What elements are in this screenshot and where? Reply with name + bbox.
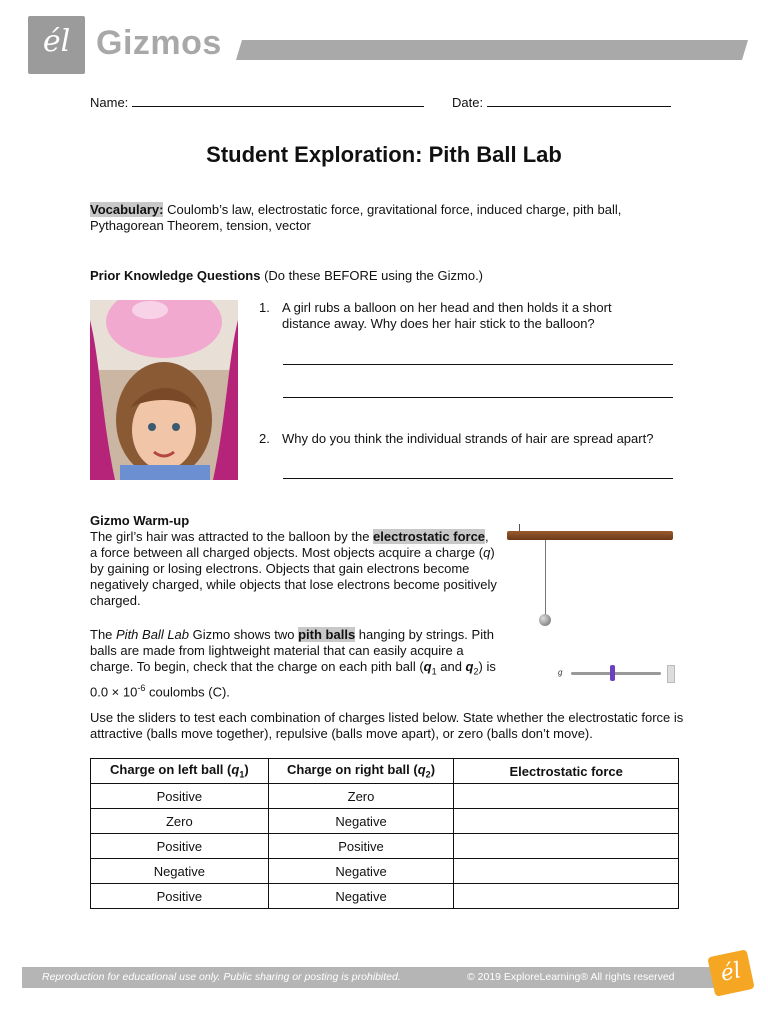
date-field[interactable] (487, 93, 671, 107)
table-row (91, 884, 679, 909)
warmup-title: Gizmo Warm-up (90, 513, 190, 528)
gizmos-brand: Gizmos (96, 24, 222, 62)
table-header-row (91, 759, 679, 784)
warmup-p2-text-c: hanging by strings. Pith balls are made from lightweight material that can easily acquire a charge. To begin, check that the charge on each pith ball ( (90, 627, 494, 674)
charge-slider-track[interactable] (571, 672, 661, 675)
warmup-p2-text-e: coulombs (C). (145, 683, 230, 699)
vocabulary-text: Coulomb’s law, electrostatic force, gravitational force, induced charge, pith ball, Pythagorean Theorem, tension, vector (90, 202, 622, 233)
page-title: Student Exploration: Pith Ball Lab (206, 142, 562, 167)
cell-left: Negative (91, 859, 269, 884)
cell-force[interactable] (454, 859, 679, 884)
term-electrostatic-force: electrostatic force (373, 529, 486, 544)
col-electrostatic-force: Electrostatic force (454, 759, 679, 784)
warmup-paragraph-3: Use the sliders to test each combination of charges listed below. State whether the electrostatic force is attractive (balls move together), repulsive (balls move apart), or zero (balls don’t move). (90, 710, 684, 741)
symbol-q1-sub: 1 (431, 666, 437, 677)
symbol-q2: q (465, 659, 474, 674)
table-row (91, 809, 679, 834)
question-2-text: Why do you think the individual strands of hair are spread apart? (282, 431, 654, 446)
table-row (91, 859, 679, 884)
cell-right: Negative (268, 884, 454, 909)
cell-left: Positive (91, 784, 269, 809)
symbol-q2-sub: 2 (473, 666, 479, 677)
prior-knowledge-note: (Do these BEFORE using the Gizmo.) (264, 268, 484, 283)
col-right-charge: Charge on right ball $(q_2)$ (268, 759, 454, 784)
pith-ball (539, 614, 551, 626)
symbol-q: q (483, 545, 491, 560)
name-field[interactable] (132, 93, 424, 107)
cell-force[interactable] (454, 834, 679, 859)
answer-line-2[interactable] (283, 478, 673, 479)
warmup-paragraph-1 (90, 529, 498, 609)
cell-force[interactable] (454, 784, 679, 809)
cell-right: Negative (268, 809, 454, 834)
vocabulary (90, 202, 680, 234)
answer-line-1a[interactable] (283, 364, 673, 365)
slider-label: g (558, 668, 563, 677)
date-field-row (452, 93, 671, 111)
name-field-row (90, 93, 424, 111)
prior-knowledge-title: Prior Knowledge Questions (90, 268, 261, 283)
footer-copyright: © 2019 ExploreLearning® All rights reserved (467, 971, 675, 983)
charge-table (90, 758, 679, 909)
prior-knowledge-heading (90, 268, 483, 284)
cell-right: Positive (268, 834, 454, 859)
cell-left: Zero (91, 809, 269, 834)
explorelearning-footer-logo: él (707, 949, 754, 996)
girl-balloon-photo (90, 300, 238, 480)
warmup-heading (90, 513, 189, 529)
cell-right: Zero (268, 784, 454, 809)
footer-notice: Reproduction for educational use only. Public sharing or posting is prohibited. (42, 971, 401, 983)
date-label: Date: (452, 95, 484, 110)
symbol-q1: q (423, 659, 432, 674)
logo-glyph: él (42, 24, 71, 59)
warmup-p2-text-b: Gizmo shows two (189, 627, 299, 642)
cell-left: Positive (91, 834, 269, 859)
warmup-p1-text-b: , a force between all charged objects. Most objects acquire a charge ( (90, 529, 489, 560)
exponent: -6 (137, 682, 146, 693)
charge-slider-thumb[interactable] (610, 665, 615, 681)
cell-force[interactable] (454, 884, 679, 909)
answer-line-1b[interactable] (283, 397, 673, 398)
vocabulary-label: Vocabulary: (90, 202, 164, 217)
question-1-number: 1. (259, 300, 270, 315)
explorelearning-logo (28, 16, 85, 74)
gizmo-name: Pith Ball Lab (116, 627, 190, 642)
table-row (91, 784, 679, 809)
pith-ball-string (545, 540, 546, 616)
question-2-number: 2. (259, 431, 270, 446)
warmup-p2-and: and (436, 659, 466, 674)
table-row (91, 834, 679, 859)
warmup-p1-text-a: The girl’s hair was attracted to the balloon by the (90, 529, 374, 544)
term-pith-balls: pith balls (298, 627, 356, 642)
header-bar (236, 40, 748, 60)
col-left-charge: Charge on left ball $(q_1)$ (91, 759, 269, 784)
warmup-p2-text-d: ) is 0.0 × 10 (90, 659, 496, 699)
support-rod (507, 531, 673, 540)
warmup-paragraph-2 (90, 627, 498, 700)
cell-right: Negative (268, 859, 454, 884)
question-1-text: A girl rubs a balloon on her head and then holds it a short distance away. Why does her hair stick to the balloon? (282, 300, 612, 331)
slider-end-handle (667, 665, 675, 683)
cell-left: Positive (91, 884, 269, 909)
cell-force[interactable] (454, 809, 679, 834)
warmup-p2-text-a: The (90, 627, 117, 642)
warmup-p1-text-c: ) by gaining or losing electrons. Objects that gain electrons become negatively charged, while objects that lose electrons become positively charged. (90, 545, 497, 608)
name-label: Name: (90, 95, 129, 110)
